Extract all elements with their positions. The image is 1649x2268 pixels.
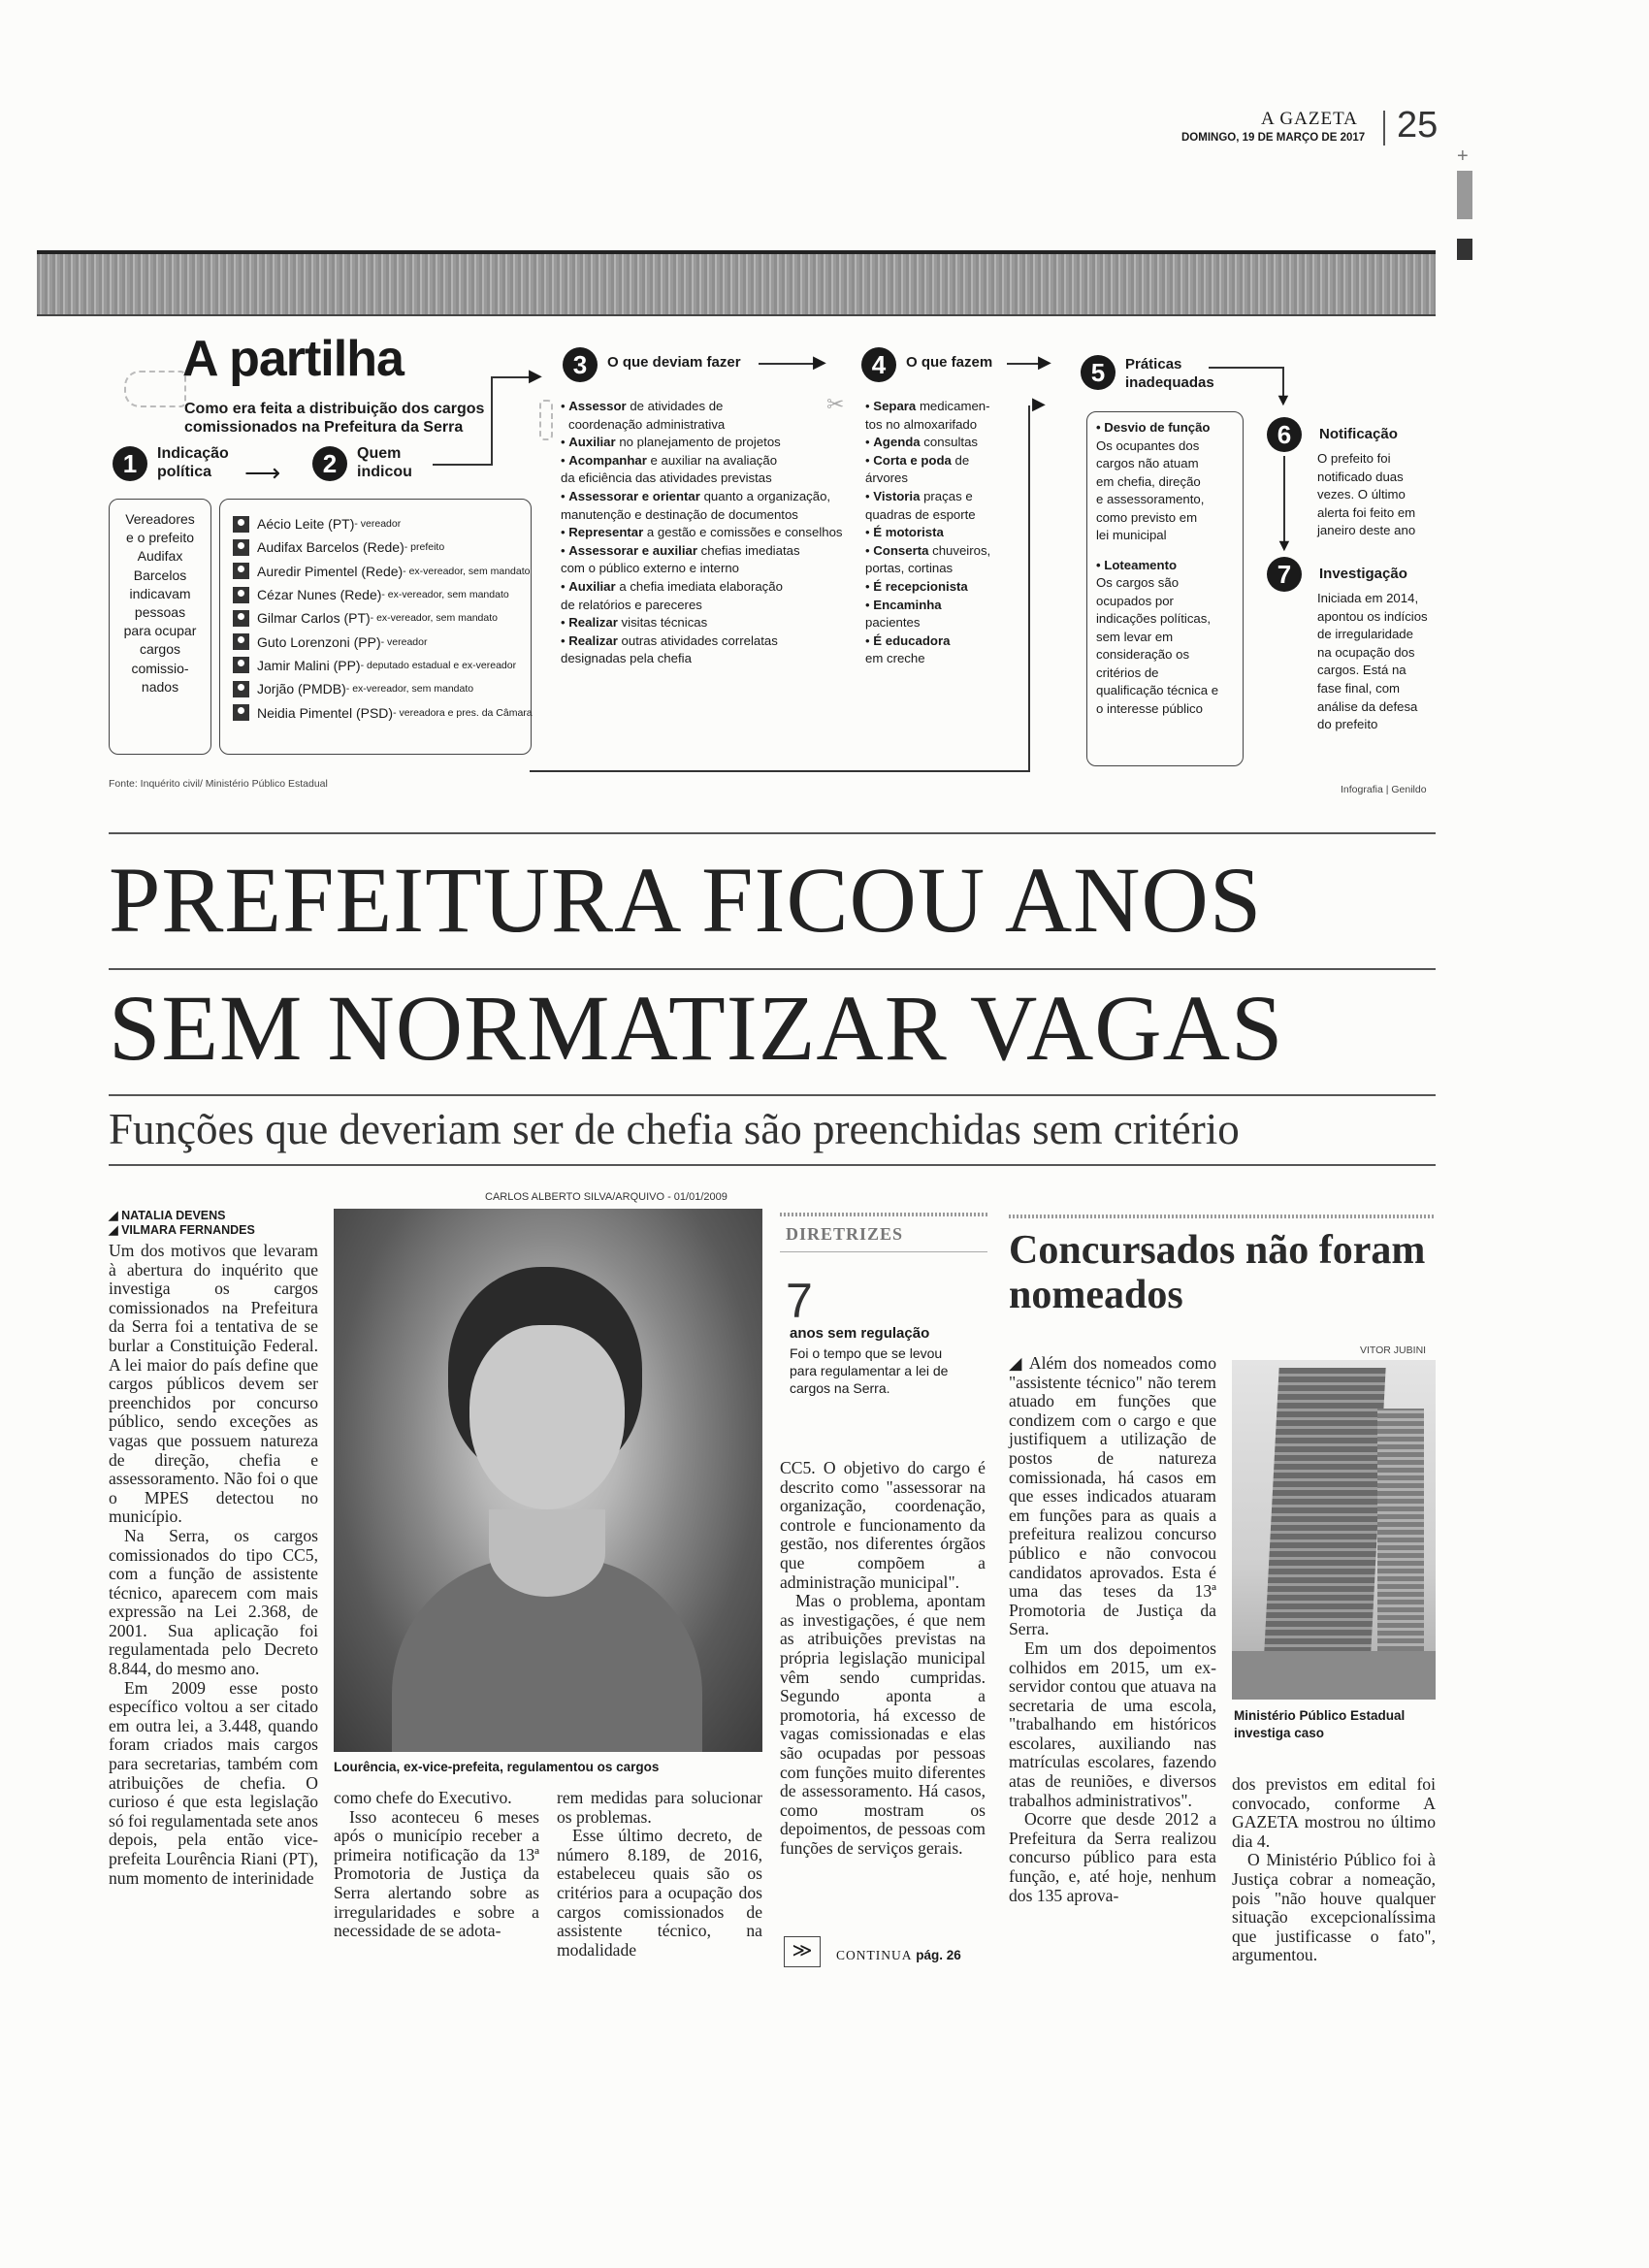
connector-line <box>491 376 534 378</box>
guidelines-rule <box>780 1251 987 1252</box>
headline-bottom-rule <box>109 1094 1436 1096</box>
step-5-badge: 5 <box>1081 355 1116 390</box>
article-column-mid: CC5. O objetivo do cargo é descrito como "assessorar na organização, coordenação, controle e funcionamento da gestão, nos diferentes órgãos que compõem a administração municipal". Mas o problema, apontam as investigações, é que nem as atribuições previstas na própria legislação municipal vêm sendo cumpridas. Segundo aponta a promotoria, há excesso de vagas comissionadas e elas são ocupadas por pessoas com funções muito diferentes de assessoramento. Há casos, como mostram os depoimentos, de pessoas com funções de serviços gerais. <box>780 1458 986 1858</box>
headline-line-1: PREFEITURA FICOU ANOS <box>109 848 1263 952</box>
connector-line <box>1209 367 1282 369</box>
bad-practices-text: • Desvio de função Os ocupantes dos cargos não atuam em chefia, direção e assessoramento, como previsto em lei municipal • Loteamento Os cargos são ocupados por indicações políticas, sem levar em consideração os critérios de qualificação técnica e o interesse público <box>1096 420 1219 716</box>
connector-line <box>1007 363 1042 365</box>
margin-bar <box>1457 171 1472 219</box>
side-story-top-rule <box>1009 1215 1436 1218</box>
guidelines-number: 7 <box>786 1274 813 1328</box>
side-column-b: dos previstos em edital foi convocado, conforme A GAZETA mostrou no último dia 4. O Ministério Público foi à Justiça cobrar a nomeação, pois "não houve qualquer situação excepcionalíssima que justificasse o fato", argumentou. <box>1232 1774 1436 1965</box>
person-icon <box>233 587 249 603</box>
guidelines-text: Foi o tempo que se levou para regulamentar a lei de cargos na Serra. <box>790 1345 949 1396</box>
side-column-a: ◢ Além dos nomeados como "assistente técnico" não terem atuado em funções que condizem com o cargo e que justifiquem a utilização de postos de natureza comissionada, há casos em que esses indicados atuaram em funções para as quais a prefeitura realizou concurso público e não convocou candidatos aprovados. Esta é uma das teses da 13ª Promotoria de Justiça da Serra. Em um dos depoimentos colhidos em 2015, um ex-servidor contou que atuava na secretaria de uma escola, "trabalhando em históricos escolares, auxiliando nas matrículas escolares, fazendo atas de reuniões, e diversos trabalhos administrativos". Ocorre que desde 2012 a Prefeitura da Serra realizou concurso público para esta função, e, até hoje, nenhum dos 135 aprova- <box>1009 1353 1216 1905</box>
arrow-icon: ⟶ <box>244 458 281 487</box>
person-icon <box>233 633 249 650</box>
step-3-label: O que deviam fazer <box>607 354 741 371</box>
step-4-label: O que fazem <box>906 354 993 371</box>
nominee-row: Auredir Pimentel (Rede) - ex-vereador, sem mandato <box>233 560 533 583</box>
section-banner <box>37 250 1436 316</box>
page-number: 25 <box>1397 105 1439 146</box>
headline-top-rule <box>109 832 1436 834</box>
step-1-badge: 1 <box>113 446 147 481</box>
infographic-credit: Infografia | Genildo <box>1341 784 1427 795</box>
continue-link[interactable]: CONTINUA pág. 26 <box>836 1948 961 1962</box>
edition-date: DOMINGO, 19 DE MARÇO DE 2017 <box>1181 132 1366 144</box>
subheadline: Funções que deveriam ser de chefia são preenchidas sem critério <box>109 1105 1240 1153</box>
person-icon <box>233 516 249 533</box>
person-icon <box>233 610 249 627</box>
nominee-row: Cézar Nunes (Rede) - ex-vereador, sem mandato <box>233 583 533 606</box>
step-7-badge: 7 <box>1267 557 1302 592</box>
connector-line <box>759 363 817 365</box>
byline-marker-icon: ◢ <box>1009 1353 1029 1373</box>
person-icon <box>233 657 249 673</box>
byline: ◢ NATALIA DEVENS ◢ VILMARA FERNANDES <box>109 1209 255 1237</box>
investigation-text: Iniciada em 2014, apontou os indícios de irregularidade na ocupação dos cargos. Está na fase final, com análise da defesa do prefeito <box>1317 591 1428 732</box>
sidebar-top-rule <box>780 1213 987 1216</box>
person-icon <box>233 539 249 556</box>
nominee-row: Jorjão (PMDB) - ex-vereador, sem mandato <box>233 677 533 700</box>
crop-mark-icon: + <box>1457 146 1469 167</box>
person-icon <box>233 563 249 579</box>
arrow-head-icon: ▶ <box>1032 394 1046 413</box>
portrait-photo <box>334 1209 762 1752</box>
nominee-row: Gilmar Carlos (PT) - ex-vereador, sem mandato <box>233 606 533 630</box>
guidelines-title: anos sem regulação <box>790 1325 930 1342</box>
headline-mid-rule <box>109 968 1436 970</box>
side-story-title: Concursados não foram nomeados <box>1009 1228 1426 1317</box>
step-3-badge: 3 <box>563 347 598 382</box>
margin-block <box>1457 239 1472 260</box>
nominees-list <box>233 512 533 725</box>
arrow-down-icon: ▼ <box>1275 390 1292 409</box>
connector-line <box>491 376 493 466</box>
notification-text: O prefeito foi notificado duas vezes. O último alerta foi feito em janeiro deste ano <box>1317 451 1416 538</box>
side-photo-caption: Ministério Público Estadual investiga caso <box>1234 1708 1406 1740</box>
hand-pointer-icon <box>124 371 186 407</box>
building-photo <box>1232 1360 1436 1700</box>
connector-line <box>530 770 1028 772</box>
arrow-down-icon: ▼ <box>1276 535 1293 555</box>
infographic-subtitle: Como era feita a distribuição dos cargos comissionados na Prefeitura da Serra <box>184 401 485 436</box>
infographic-title: A partilha <box>182 331 404 387</box>
nominee-row: Audifax Barcelos (Rede) - prefeito <box>233 535 533 559</box>
photo-credit: CARLOS ALBERTO SILVA/ARQUIVO - 01/01/2009 <box>485 1191 728 1203</box>
duties-list: • Assessor de atividades de coordenação administrativa • Auxiliar no planejamento de projetos • Acompanhar e auxiliar na avaliação da eficiência das atividades previstas • Assessorar e orientar quanto a organização, manutenção e destinação de documentos • Representar a gestão e comissões e conselhos • Assessorar e auxiliar chefias imediatas com o público externo e interno • Auxiliar a chefia imediata elaboração de relatórios e pareceres • Realizar visitas técnicas • Realizar outras atividades correlatas designadas pela chefia <box>561 399 843 666</box>
side-photo-credit: VITOR JUBINI <box>1360 1345 1427 1356</box>
arrow-head-icon: ▶ <box>529 366 542 385</box>
step-6-badge: 6 <box>1267 417 1302 452</box>
step-2-label: Quem indicou <box>357 445 412 480</box>
subhead-rule <box>109 1164 1436 1166</box>
worker-icon <box>539 400 553 440</box>
continue-icon: ≫ <box>784 1936 821 1967</box>
connector-line <box>433 464 491 466</box>
arrow-head-icon: ▶ <box>1038 352 1051 372</box>
photo-caption: Lourência, ex-vice-prefeita, regulamentou os cargos <box>334 1760 660 1774</box>
article-column-3: rem medidas para solucionar os problemas. Esse último decreto, de número 8.189, de 2016, estabeleceu quais são os critérios para a ocupação dos cargos comissionados de assistente técnico, na modalidade <box>557 1788 762 1960</box>
step-5-label: Práticas inadequadas <box>1125 356 1214 391</box>
connector-line <box>1028 405 1030 772</box>
article-column-2: como chefe do Executivo. Isso aconteceu 6 meses após o município receber a primeira notificação da 13ª Promotoria de Justiça da Serra alertando sobre as irregularidades e sobre a necessidade de se adota- <box>334 1788 539 1941</box>
step-7-label: Investigação <box>1319 566 1407 582</box>
headline-line-2: SEM NORMATIZAR VAGAS <box>109 976 1284 1080</box>
infographic-source: Fonte: Inquérito civil/ Ministério Público Estadual <box>109 778 328 790</box>
step-4-badge: 4 <box>861 347 896 382</box>
arrow-head-icon: ▶ <box>813 352 826 372</box>
nominee-row: Aécio Leite (PT) - vereador <box>233 512 533 535</box>
tools-icon: ✂ <box>826 392 845 416</box>
guidelines-label: DIRETRIZES <box>786 1224 904 1244</box>
step-1-label: Indicação política <box>157 445 229 480</box>
nominee-row: Guto Lorenzoni (PP) - vereador <box>233 630 533 653</box>
person-icon <box>233 704 249 721</box>
person-icon <box>233 681 249 697</box>
step-2-badge: 2 <box>312 446 347 481</box>
actual-tasks-list: • Separa medicamen- tos no almoxarifado • Agenda consultas • Corta e poda de árvores • Vistoria praças e quadras de esporte • É motorista • Conserta chuveiros, portas, cortinas • É recepcionista • Encaminha pacientes • É educadora em creche <box>865 399 991 666</box>
nominators-text: Vereadores e o prefeito Audifax Barcelos indicavam pessoas para ocupar cargos comissio- nados <box>123 511 197 695</box>
nominee-row: Jamir Malini (PP) - deputado estadual e ex-vereador <box>233 654 533 677</box>
nominee-row: Neidia Pimentel (PSD) - vereadora e pres. da Câmara <box>233 700 533 724</box>
header-divider <box>1383 111 1385 146</box>
step-6-label: Notificação <box>1319 426 1398 442</box>
newspaper-name: A GAZETA <box>1261 109 1358 129</box>
article-column-1: Um dos motivos que levaram à abertura do inquérito que investiga os cargos comissionados na Prefeitura da Serra foi a tentativa de se burlar a Constituição Federal. A lei maior do país define que cargos públicos devem ser preenchidos por concurso público, sendo exceções as vagas que possuem natureza de direção, chefia e assessoramento. Não foi o que o MPES detectou no município. Na Serra, os cargos comissionados do tipo CC5, com a função de assistente técnico, aparecem com mais expressão na Lei 2.368, de 2001. Sua aplicação foi regulamentada pelo Decreto 8.844, do mesmo ano. Em 2009 esse posto específico voltou a ser citado em outra lei, a 3.448, quando foram criados mais cargos para secretarias, também com atribuições de chefia. O curioso é que esta legislação só foi regulamentada sete anos depois, pela então vice-prefeita Lourência Riani (PT), num momento de interinidade <box>109 1241 318 1888</box>
